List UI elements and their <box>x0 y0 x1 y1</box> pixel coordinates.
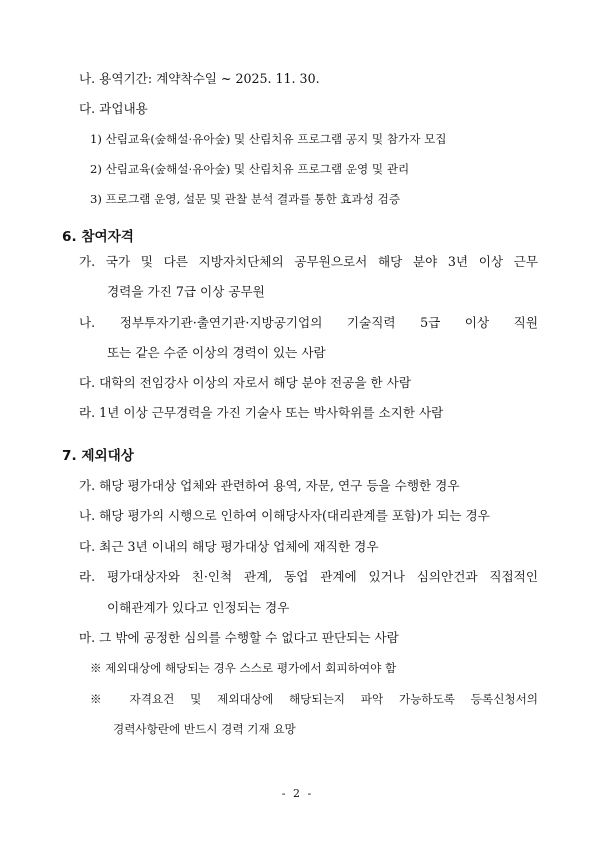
eligibility-item-ra: 라. 1년 이상 근무경력을 가진 기술사 또는 박사학위를 소지한 사람 <box>79 405 444 420</box>
eligibility-item-da: 다. 대학의 전임강사 이상의 자로서 해당 분야 전공을 한 사람 <box>79 375 412 390</box>
exclusion-note-2-cont: 경력사항란에 반드시 경력 기재 요망 <box>113 722 296 736</box>
eligibility-item-ga-cont: 경력을 가진 7급 이상 공무원 <box>107 284 265 299</box>
section-6-heading: 6. 참여자격 <box>62 229 134 245</box>
exclusion-note-2: ※ 자격요건 및 제외대상에 해당되는지 파악 가능하도록 등록신청서의 <box>90 692 538 706</box>
eligibility-item-na-cont: 또는 같은 수준 이상의 경력이 있는 사람 <box>107 345 326 360</box>
exclusion-note-1: ※ 제외대상에 해당되는 경우 스스로 평가에서 회피하여야 함 <box>90 661 397 675</box>
scope-item-2: 2) 산림교육(숲해설·유아숲) 및 산림치유 프로그램 운영 및 관리 <box>90 162 410 176</box>
eligibility-item-na: 나. 정부투자기관·출연기관·지방공기업의 기술직력 5급 이상 직원 <box>79 315 538 330</box>
scope-title: 다. 과업내용 <box>79 101 148 116</box>
exclusion-item-na: 나. 해당 평가의 시행으로 인하여 이해당사자(대리관계를 포함)가 되는 경우 <box>79 508 490 523</box>
page-number: - 2 - <box>281 787 314 800</box>
exclusion-item-ra: 라. 평가대상자와 친·인척 관계, 동업 관계에 있거나 심의안건과 직접적인 <box>79 569 538 584</box>
eligibility-item-ga: 가. 국가 및 다른 지방자치단체의 공무원으로서 해당 분야 3년 이상 근무 <box>79 254 538 269</box>
contract-period-line: 나. 용역기간: 계약착수일 ~ 2025. 11. 30. <box>79 71 320 86</box>
exclusion-item-ma: 마. 그 밖에 공정한 심의를 수행할 수 없다고 판단되는 사람 <box>79 630 399 645</box>
exclusion-item-da: 다. 최근 3년 이내의 해당 평가대상 업체에 재직한 경우 <box>79 539 379 554</box>
exclusion-item-ra-cont: 이해관계가 있다고 인정되는 경우 <box>107 600 290 615</box>
exclusion-item-ga: 가. 해당 평가대상 업체와 관련하여 용역, 자문, 연구 등을 수행한 경우 <box>79 478 460 493</box>
section-7-heading: 7. 제외대상 <box>62 448 134 464</box>
scope-item-1: 1) 산림교육(숲해설·유아숲) 및 산림치유 프로그램 공지 및 참가자 모집 <box>90 132 447 146</box>
scope-item-3: 3) 프로그램 운영, 설문 및 관찰 분석 결과를 통한 효과성 검증 <box>90 192 401 206</box>
